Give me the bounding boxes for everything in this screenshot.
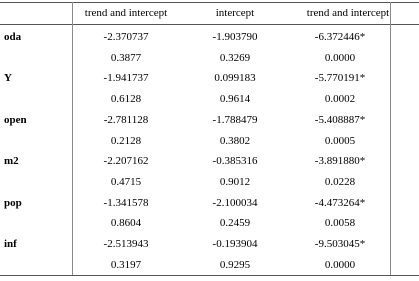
pvalue-cell: 0.0058	[324, 217, 356, 229]
stat-cell: -9.503045*	[314, 238, 366, 250]
pvalue-cell: 0.6128	[110, 93, 142, 105]
row-label-open: open	[4, 114, 27, 126]
stat-cell: -5.770191*	[314, 72, 366, 84]
pvalue-cell: 0.9012	[219, 176, 251, 188]
pvalue-cell: 0.0228	[324, 176, 356, 188]
stat-cell: 0.099183	[214, 72, 256, 84]
stat-cell: -3.891880*	[314, 155, 366, 167]
stat-cell: -1.941737	[103, 72, 149, 84]
pvalue-cell: 0.0005	[324, 135, 356, 147]
stat-cell: -0.385316	[212, 155, 258, 167]
stat-cell: -1.903790	[212, 31, 258, 43]
pvalue-cell: 0.0000	[324, 52, 356, 64]
stat-cell: -2.781128	[103, 114, 149, 126]
stat-cell: -2.370737	[103, 31, 149, 43]
stat-cell: -2.100034	[212, 197, 258, 209]
stat-cell: -2.513943	[103, 238, 149, 250]
pvalue-cell: 0.9295	[219, 259, 251, 271]
pvalue-cell: 0.2459	[219, 217, 251, 229]
top-rule	[0, 2, 419, 3]
row-label-inf: inf	[4, 238, 17, 250]
header-rule	[0, 24, 419, 25]
pvalue-cell: 0.2128	[110, 135, 142, 147]
pvalue-cell: 0.3269	[219, 52, 251, 64]
stat-cell: -6.372446*	[314, 31, 366, 43]
stat-cell: -4.473264*	[314, 197, 366, 209]
pvalue-cell: 0.3802	[219, 135, 251, 147]
header-trend-and-intercept-2: trend and intercept	[306, 7, 390, 19]
row-label-pop: pop	[4, 197, 22, 209]
pvalue-cell: 0.3197	[110, 259, 142, 271]
stat-cell: -1.788479	[212, 114, 258, 126]
stat-cell: -0.193904	[212, 238, 258, 250]
row-label-m2: m2	[4, 155, 19, 167]
stat-cell: -2.207162	[103, 155, 149, 167]
row-label-y: Y	[4, 72, 12, 84]
header-trend-and-intercept-1: trend and intercept	[84, 7, 168, 19]
row-label-oda: oda	[4, 31, 22, 43]
pvalue-cell: 0.4715	[110, 176, 142, 188]
header-intercept: intercept	[215, 7, 255, 19]
column-divider	[390, 2, 391, 275]
stat-cell: -5.408887*	[314, 114, 366, 126]
bottom-rule	[0, 275, 419, 276]
pvalue-cell: 0.0002	[324, 93, 356, 105]
pvalue-cell: 0.9614	[219, 93, 251, 105]
pvalue-cell: 0.0000	[324, 259, 356, 271]
pvalue-cell: 0.3877	[110, 52, 142, 64]
pvalue-cell: 0.8604	[110, 217, 142, 229]
stat-cell: -1.341578	[103, 197, 149, 209]
